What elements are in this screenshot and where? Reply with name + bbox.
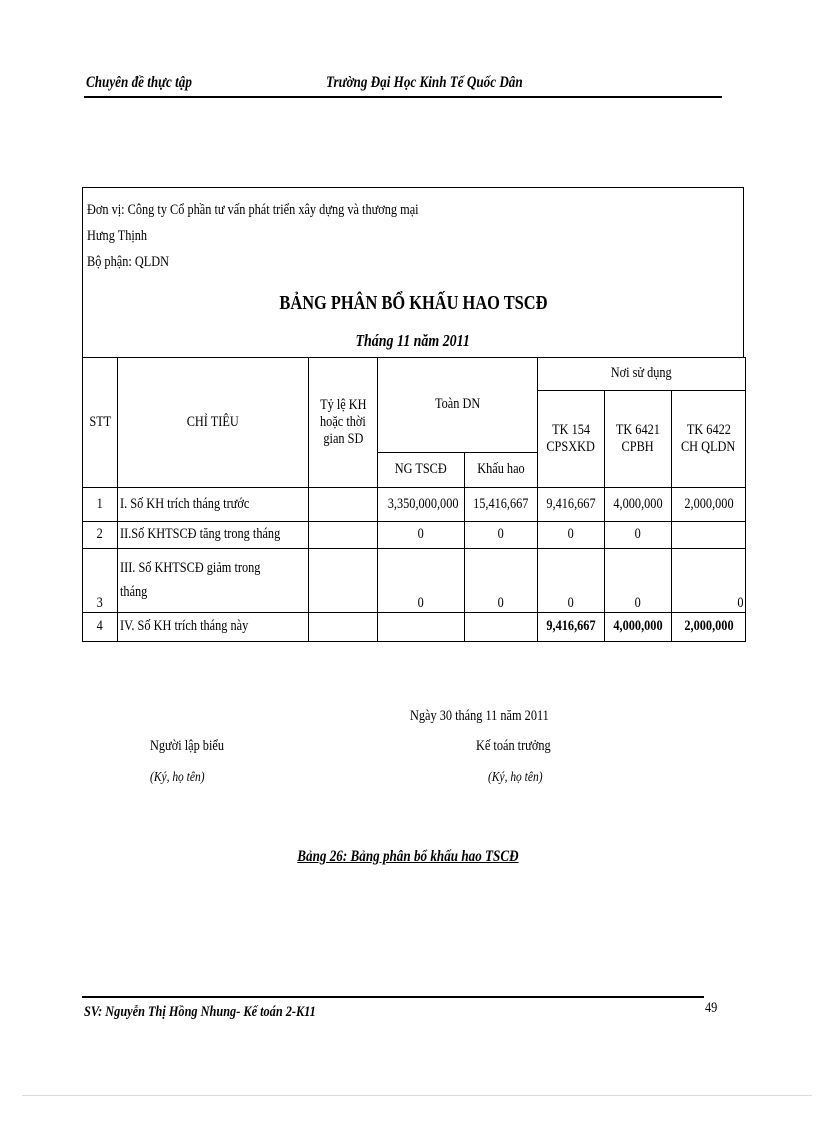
cell-stt: 3 bbox=[83, 549, 118, 613]
cell-ty-le bbox=[309, 613, 378, 642]
header-tk6421: TK 6421 CPBH bbox=[605, 391, 672, 488]
cell-stt: 4 bbox=[83, 613, 118, 642]
cell-tk6421: 4,000,000 bbox=[605, 488, 672, 522]
cell-ty-le bbox=[309, 522, 378, 549]
header-khau-hao: Khấu hao bbox=[465, 453, 538, 488]
department-line: Bộ phận: QLDN bbox=[87, 254, 169, 270]
figure-caption: Bảng 26: Bảng phân bổ khấu hao TSCĐ bbox=[297, 848, 519, 865]
table-row bbox=[83, 522, 746, 549]
cell-khau-hao: 0 bbox=[465, 522, 538, 549]
cell-ty-le bbox=[309, 549, 378, 613]
cell-chi-tieu: II.Số KHTSCĐ tăng trong tháng bbox=[118, 522, 309, 549]
footer-rule bbox=[82, 996, 704, 998]
header-left-text: Chuyên đề thực tập bbox=[86, 74, 192, 91]
preparer-label: Người lập biểu bbox=[150, 738, 224, 754]
cell-khau-hao bbox=[465, 613, 538, 642]
table-row bbox=[83, 549, 746, 613]
header-tk154: TK 154 CPSXKD bbox=[538, 391, 605, 488]
table-info-box bbox=[82, 187, 744, 357]
cell-tk154: 9,416,667 bbox=[538, 613, 605, 642]
header-stt: STT bbox=[83, 358, 118, 488]
cell-chi-tieu: IV. Số KH trích tháng này bbox=[118, 613, 309, 642]
table-row bbox=[83, 488, 746, 522]
page-number: 49 bbox=[705, 1000, 718, 1016]
chief-accountant-label: Kế toán trưởng bbox=[476, 738, 551, 754]
cell-tk154: 0 bbox=[538, 549, 605, 613]
header-rule bbox=[84, 96, 722, 98]
header-ng-tscd: NG TSCĐ bbox=[378, 453, 465, 488]
header-noi-su-dung: Nơi sử dụng bbox=[538, 358, 746, 391]
cell-tk6421: 0 bbox=[605, 522, 672, 549]
cell-tk6422: 2,000,000 bbox=[672, 613, 746, 642]
signature-date: Ngày 30 tháng 11 năm 2011 bbox=[410, 708, 549, 724]
cell-chi-tieu: I. Số KH trích tháng trước bbox=[118, 488, 309, 522]
cell-tk6421: 4,000,000 bbox=[605, 613, 672, 642]
table-period: Tháng 11 năm 2011 bbox=[355, 331, 471, 350]
unit-line-1: Đơn vị: Công ty Cổ phần tư vấn phát triển xây dựng và thương mại bbox=[87, 202, 419, 218]
cell-khau-hao: 15,416,667 bbox=[465, 488, 538, 522]
footer-student: SV: Nguyễn Thị Hồng Nhung- Kế toán 2-K11 bbox=[84, 1004, 316, 1020]
preparer-note: (Ký, họ tên) bbox=[150, 770, 205, 785]
header-toan-dn: Toàn DN bbox=[378, 358, 538, 453]
cell-stt: 1 bbox=[83, 488, 118, 522]
cell-ng-tscd: 3,350,000,000 bbox=[378, 488, 465, 522]
depreciation-table bbox=[82, 357, 746, 642]
table-title: BẢNG PHÂN BỔ KHẤU HAO TSCĐ bbox=[278, 292, 548, 314]
cell-chi-tieu: III. Số KHTSCĐ giảm trong tháng bbox=[118, 549, 309, 613]
cell-ng-tscd: 0 bbox=[378, 549, 465, 613]
header-chi-tieu: CHỈ TIÊU bbox=[118, 358, 309, 488]
cell-ty-le bbox=[309, 488, 378, 522]
cell-tk6422: 2,000,000 bbox=[672, 488, 746, 522]
chief-accountant-note: (Ký, họ tên) bbox=[488, 770, 543, 785]
cell-tk6422 bbox=[672, 522, 746, 549]
cell-tk6421: 0 bbox=[605, 549, 672, 613]
header-ty-le: Tỷ lệ KH hoặc thời gian SD bbox=[309, 358, 378, 488]
cell-tk6422: 0 bbox=[672, 549, 746, 613]
cell-ng-tscd bbox=[378, 613, 465, 642]
cell-tk154: 9,416,667 bbox=[538, 488, 605, 522]
page-bottom-edge bbox=[22, 1095, 812, 1096]
cell-ng-tscd: 0 bbox=[378, 522, 465, 549]
cell-tk154: 0 bbox=[538, 522, 605, 549]
cell-khau-hao: 0 bbox=[465, 549, 538, 613]
unit-line-2: Hưng Thịnh bbox=[87, 228, 148, 244]
header-center-text: Trường Đại Học Kinh Tế Quốc Dân bbox=[326, 74, 523, 91]
table-row bbox=[83, 613, 746, 642]
header-tk6422: TK 6422 CH QLDN bbox=[672, 391, 746, 488]
cell-stt: 2 bbox=[83, 522, 118, 549]
